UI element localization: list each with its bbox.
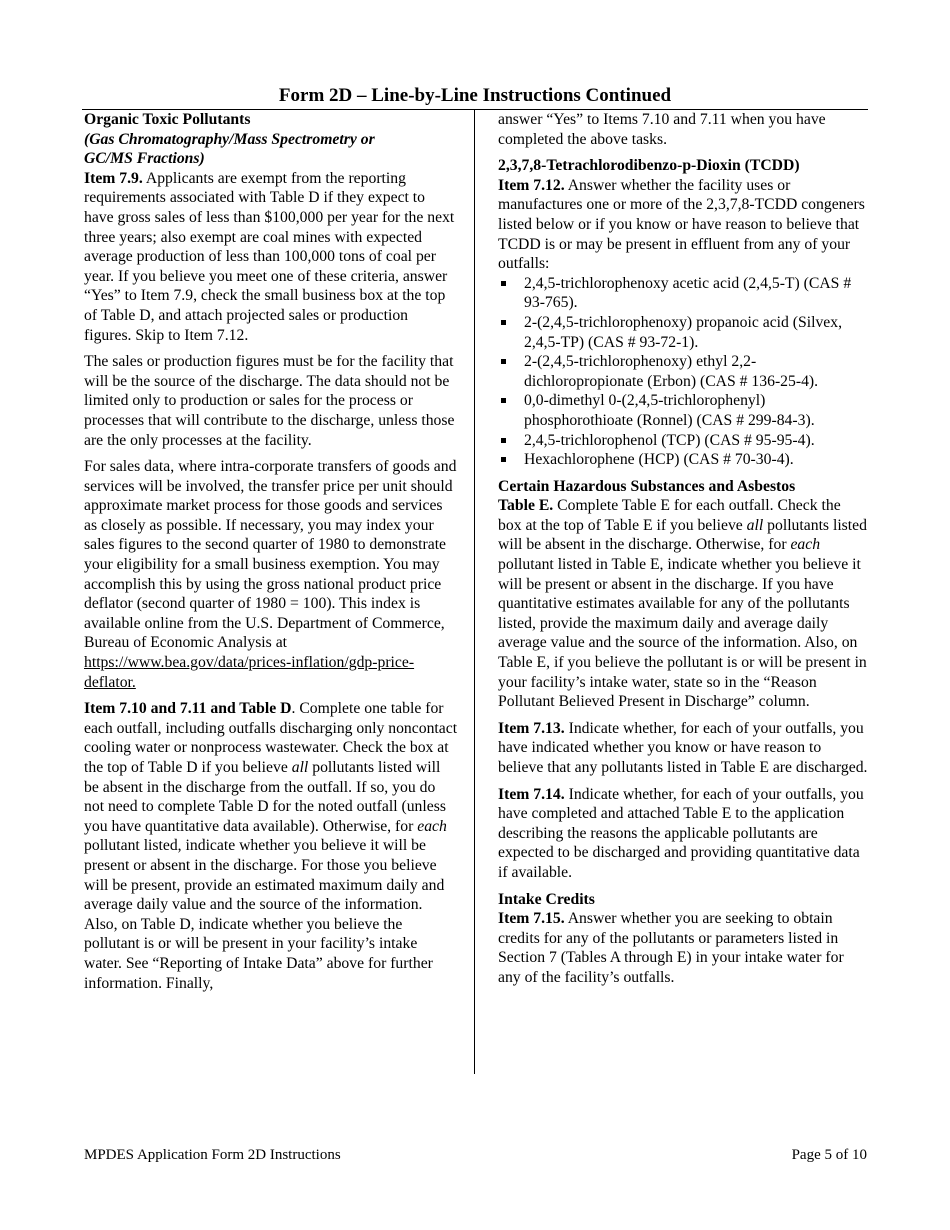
list-item <box>498 431 868 451</box>
item-7-14-label: Item 7.14. <box>498 785 565 803</box>
table-e-text-c: pollutant listed in Table E, indicate whether you believe it will be present or absent in the discharge. If you have quantitative estimates available for any of the pollutants listed, provide the maximum daily and average daily average value and the source of the information. Also, on Table E, if you believe the pollutant is or will be present in your facility’s intake water, state so in the “Reason Pollutant Believed Present in Discharge” column. <box>498 556 867 711</box>
section-organic-toxic <box>84 110 458 345</box>
list-item <box>498 313 868 352</box>
column-divider <box>474 110 475 1074</box>
section-subheading-line1: (Gas Chromatography/Mass Spectrometry or <box>84 130 375 148</box>
item-7-10-text-b: pollutants listed will be absent in the discharge from the outfall. If so, you do not need to complete Table D for the noted outfall (unless you have quantitative data available). Otherwise, for <box>84 759 446 835</box>
item-7-10-label: Item 7.10 and 7.11 and Table D <box>84 700 292 718</box>
item-7-12-text: Answer whether the facility uses or manufactures one or more of the 2,3,7,8-TCDD congeners listed below or if you know or have reason to believe that TCDD is or may be present in effluent from any of your outfalls: <box>498 176 865 273</box>
table-e-text-a: Complete Table E for each outfall. Check the box at the top of Table E if you believe <box>498 497 841 534</box>
item-7-10-paragraph <box>84 699 458 993</box>
table-e-emphasis-each: each <box>790 536 821 554</box>
bea-deflator-link[interactable]: https://www.bea.gov/data/prices-inflation/gdp-price-deflator. <box>84 654 415 691</box>
item-7-15-paragraph <box>498 909 868 987</box>
square-bullet-icon <box>501 281 506 286</box>
item-7-13-text: Indicate whether, for each of your outfalls, you have indicated whether you know or have reason to believe that any pollutants listed in Table E are discharged. <box>498 719 868 776</box>
footer-document-name: MPDES Application Form 2D Instructions <box>84 1147 341 1163</box>
sales-data-paragraph <box>84 457 458 692</box>
section-heading-organic-toxic: Organic Toxic Pollutants <box>84 111 251 128</box>
section-hazardous <box>498 477 868 712</box>
square-bullet-icon <box>501 398 506 403</box>
table-e-label: Table E. <box>498 497 554 515</box>
section-subheading-line2: GC/MS Fractions) <box>84 150 205 168</box>
left-column <box>84 110 458 1000</box>
item-7-13-label: Item 7.13. <box>498 719 565 737</box>
item-7-10-text-c: pollutant listed, indicate whether you believe it will be present or absent in the discharge. For those you believe will be present, provide an estimated maximum daily and average daily value and the source of the information. Also, on Table D, indicate whether you believe the pollutant is or will be present in your facility’s intake water. See “Reporting of Intake Data” above for further information. Finally, <box>84 837 445 992</box>
item-7-15-label: Item 7.15. <box>498 910 565 928</box>
item-7-12-paragraph <box>498 176 868 274</box>
list-item <box>498 352 868 391</box>
list-item <box>498 450 868 470</box>
list-item-text: 2-(2,4,5-trichlorophenoxy) ethyl 2,2-dichloropropionate (Erbon) (CAS # 136-25-4). <box>524 353 819 390</box>
continuation-paragraph: answer “Yes” to Items 7.10 and 7.11 when you have completed the above tasks. <box>498 111 826 148</box>
section-tcdd <box>498 156 868 470</box>
item-7-10-text-a: . Complete one table for each outfall, including outfalls discharging only noncontact cooling water or nonprocess wastewater. Check the box at the top of Table D if you believe <box>84 700 458 776</box>
item-7-14-text: Indicate whether, for each of your outfalls, you have completed and attached Table E to the application describing the reasons the applicable pollutants are expected to be discharged and providing quantitative data if available. <box>498 785 864 881</box>
item-7-12-label: Item 7.12. <box>498 176 565 194</box>
item-7-13-paragraph <box>498 719 868 778</box>
list-item-text: Hexachlorophene (HCP) (CAS # 70-30-4). <box>524 451 794 469</box>
list-item-text: 0,0-dimethyl 0-(2,4,5-trichlorophenyl) phosphorothioate (Ronnel) (CAS # 299-84-3). <box>524 392 815 429</box>
tcdd-congener-list <box>498 274 868 470</box>
section-heading-intake-credits: Intake Credits <box>498 890 595 908</box>
list-item-text: 2,4,5-trichlorophenol (TCP) (CAS # 95-95-4). <box>524 431 815 449</box>
section-intake-credits <box>498 890 868 988</box>
table-e-emphasis-all: all <box>746 516 764 534</box>
section-heading-hazardous: Certain Hazardous Substances and Asbestos <box>498 477 796 495</box>
item-7-9-paragraph <box>84 169 458 345</box>
item-7-14-paragraph <box>498 785 868 883</box>
list-item-text: 2,4,5-trichlorophenoxy acetic acid (2,4,5-T) (CAS # 93-765). <box>524 274 852 312</box>
square-bullet-icon <box>501 438 506 443</box>
item-7-15-text: Answer whether you are seeking to obtain credits for any of the pollutants or parameters listed in Section 7 (Tables A through E) in your intake water for any of the facility’s outfalls. <box>498 910 844 986</box>
sales-production-paragraph: The sales or production figures must be for the facility that will be the source of the discharge. The data should not be limited only to production or sales for the process or processes that will contribute to the discharge, unless those are the only processes at the facility. <box>84 353 455 449</box>
sales-data-text: For sales data, where intra-corporate transfers of goods and services will be involved, the transfer price per unit should approximate market process for those goods and services as closely as possible. If necessary, you may index your sales figures to the second quarter of 1980 to demonstrate your eligibility for a small business exemption. You may accomplish this by using the gross national product price deflator (second quarter of 1980 = 100). This index is available online from the U.S. Department of Commerce, Bureau of Economic Analysis at <box>84 458 457 652</box>
square-bullet-icon <box>501 320 506 325</box>
item-7-9-text: Applicants are exempt from the reporting requirements associated with Table D if they expect to have gross sales of less than $100,000 per year for the next three years; also exempt are coal mines with expected average production of less than 100,000 tons of coal per year. If you believe you meet one of these criteria, answer “Yes” to Item 7.9, check the small business box at the top of Table D, and attach projected sales or production figures. Skip to Item 7.12. <box>84 169 455 344</box>
list-item <box>498 391 868 430</box>
item-7-10-emphasis-each: each <box>417 817 447 835</box>
section-heading-tcdd: 2,3,7,8-Tetrachlorodibenzo-p-Dioxin (TCDD) <box>498 157 800 175</box>
right-column <box>498 110 868 995</box>
table-e-text-b: pollutants listed will be absent in the discharge. Otherwise, for <box>498 516 867 554</box>
page-title: Form 2D – Line-by-Line Instructions Continued <box>278 85 672 106</box>
footer-page-number: Page 5 of 10 <box>791 1147 867 1163</box>
list-item-text: 2-(2,4,5-trichlorophenoxy) propanoic acid (Silvex, 2,4,5-TP) (CAS # 93-72-1). <box>524 313 843 351</box>
square-bullet-icon <box>501 359 506 364</box>
item-7-9-label: Item 7.9. <box>84 169 143 187</box>
table-e-paragraph <box>498 496 868 712</box>
item-7-10-emphasis-all: all <box>291 759 309 776</box>
list-item <box>498 274 868 313</box>
square-bullet-icon <box>501 457 506 462</box>
